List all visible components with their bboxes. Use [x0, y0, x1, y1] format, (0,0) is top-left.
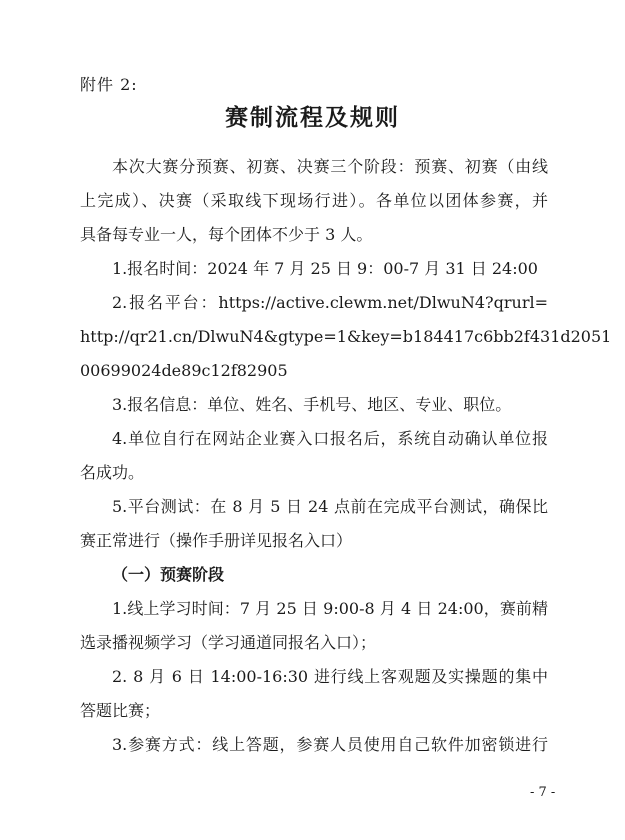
paragraph-line: 00699024de89c12f82905	[80, 361, 288, 380]
paragraph-line: 本次大赛分预赛、初赛、决赛三个阶段：预赛、初赛（由线	[112, 157, 548, 176]
paragraph-line: 3.报名信息：单位、姓名、手机号、地区、专业、职位。	[112, 395, 512, 414]
section-heading: （一）预赛阶段	[112, 565, 225, 584]
paragraph-line: 2.报名平台：https://active.clewm.net/DlwuN4?qrurl=	[112, 293, 548, 312]
paragraph-line: 1.报名时间：2024 年 7 月 25 日 9：00-7 月 31 日 24:00	[112, 259, 538, 278]
paragraph-line: 答题比赛；	[80, 701, 161, 720]
paragraph-line: 赛正常进行（操作手册详见报名入口）	[80, 531, 353, 550]
paragraph-line: http://qr21.cn/DlwuN4&gtype=1&key=b184417c6bb2f431d2051	[80, 327, 612, 346]
paragraph-line: 2. 8 月 6 日 14:00-16:30 进行线上客观题及实操题的集中	[112, 667, 548, 686]
paragraph-line: 具备每专业一人，每个团体不少于 3 人。	[80, 225, 373, 244]
page-number: - 7 -	[530, 785, 556, 800]
paragraph-line: 1.线上学习时间：7 月 25 日 9:00-8 月 4 日 24:00，赛前精	[112, 599, 548, 618]
paragraph-line: 选录播视频学习（学习通道同报名入口）；	[80, 633, 377, 652]
paragraph-line: 4.单位自行在网站企业赛入口报名后，系统自动确认单位报	[112, 429, 548, 448]
page-title: 赛制流程及规则	[225, 104, 400, 131]
paragraph-line: 上完成）、决赛（采取线下现场行进）。各单位以团体参赛，并	[80, 191, 548, 210]
paragraph-line: 名成功。	[80, 463, 145, 482]
paragraph-line: 3.参赛方式：线上答题，参赛人员使用自己软件加密锁进行	[112, 735, 548, 754]
attachment-label: 附件 2:	[80, 75, 138, 94]
paragraph-line: 5.平台测试：在 8 月 5 日 24 点前在完成平台测试，确保比	[112, 497, 548, 516]
